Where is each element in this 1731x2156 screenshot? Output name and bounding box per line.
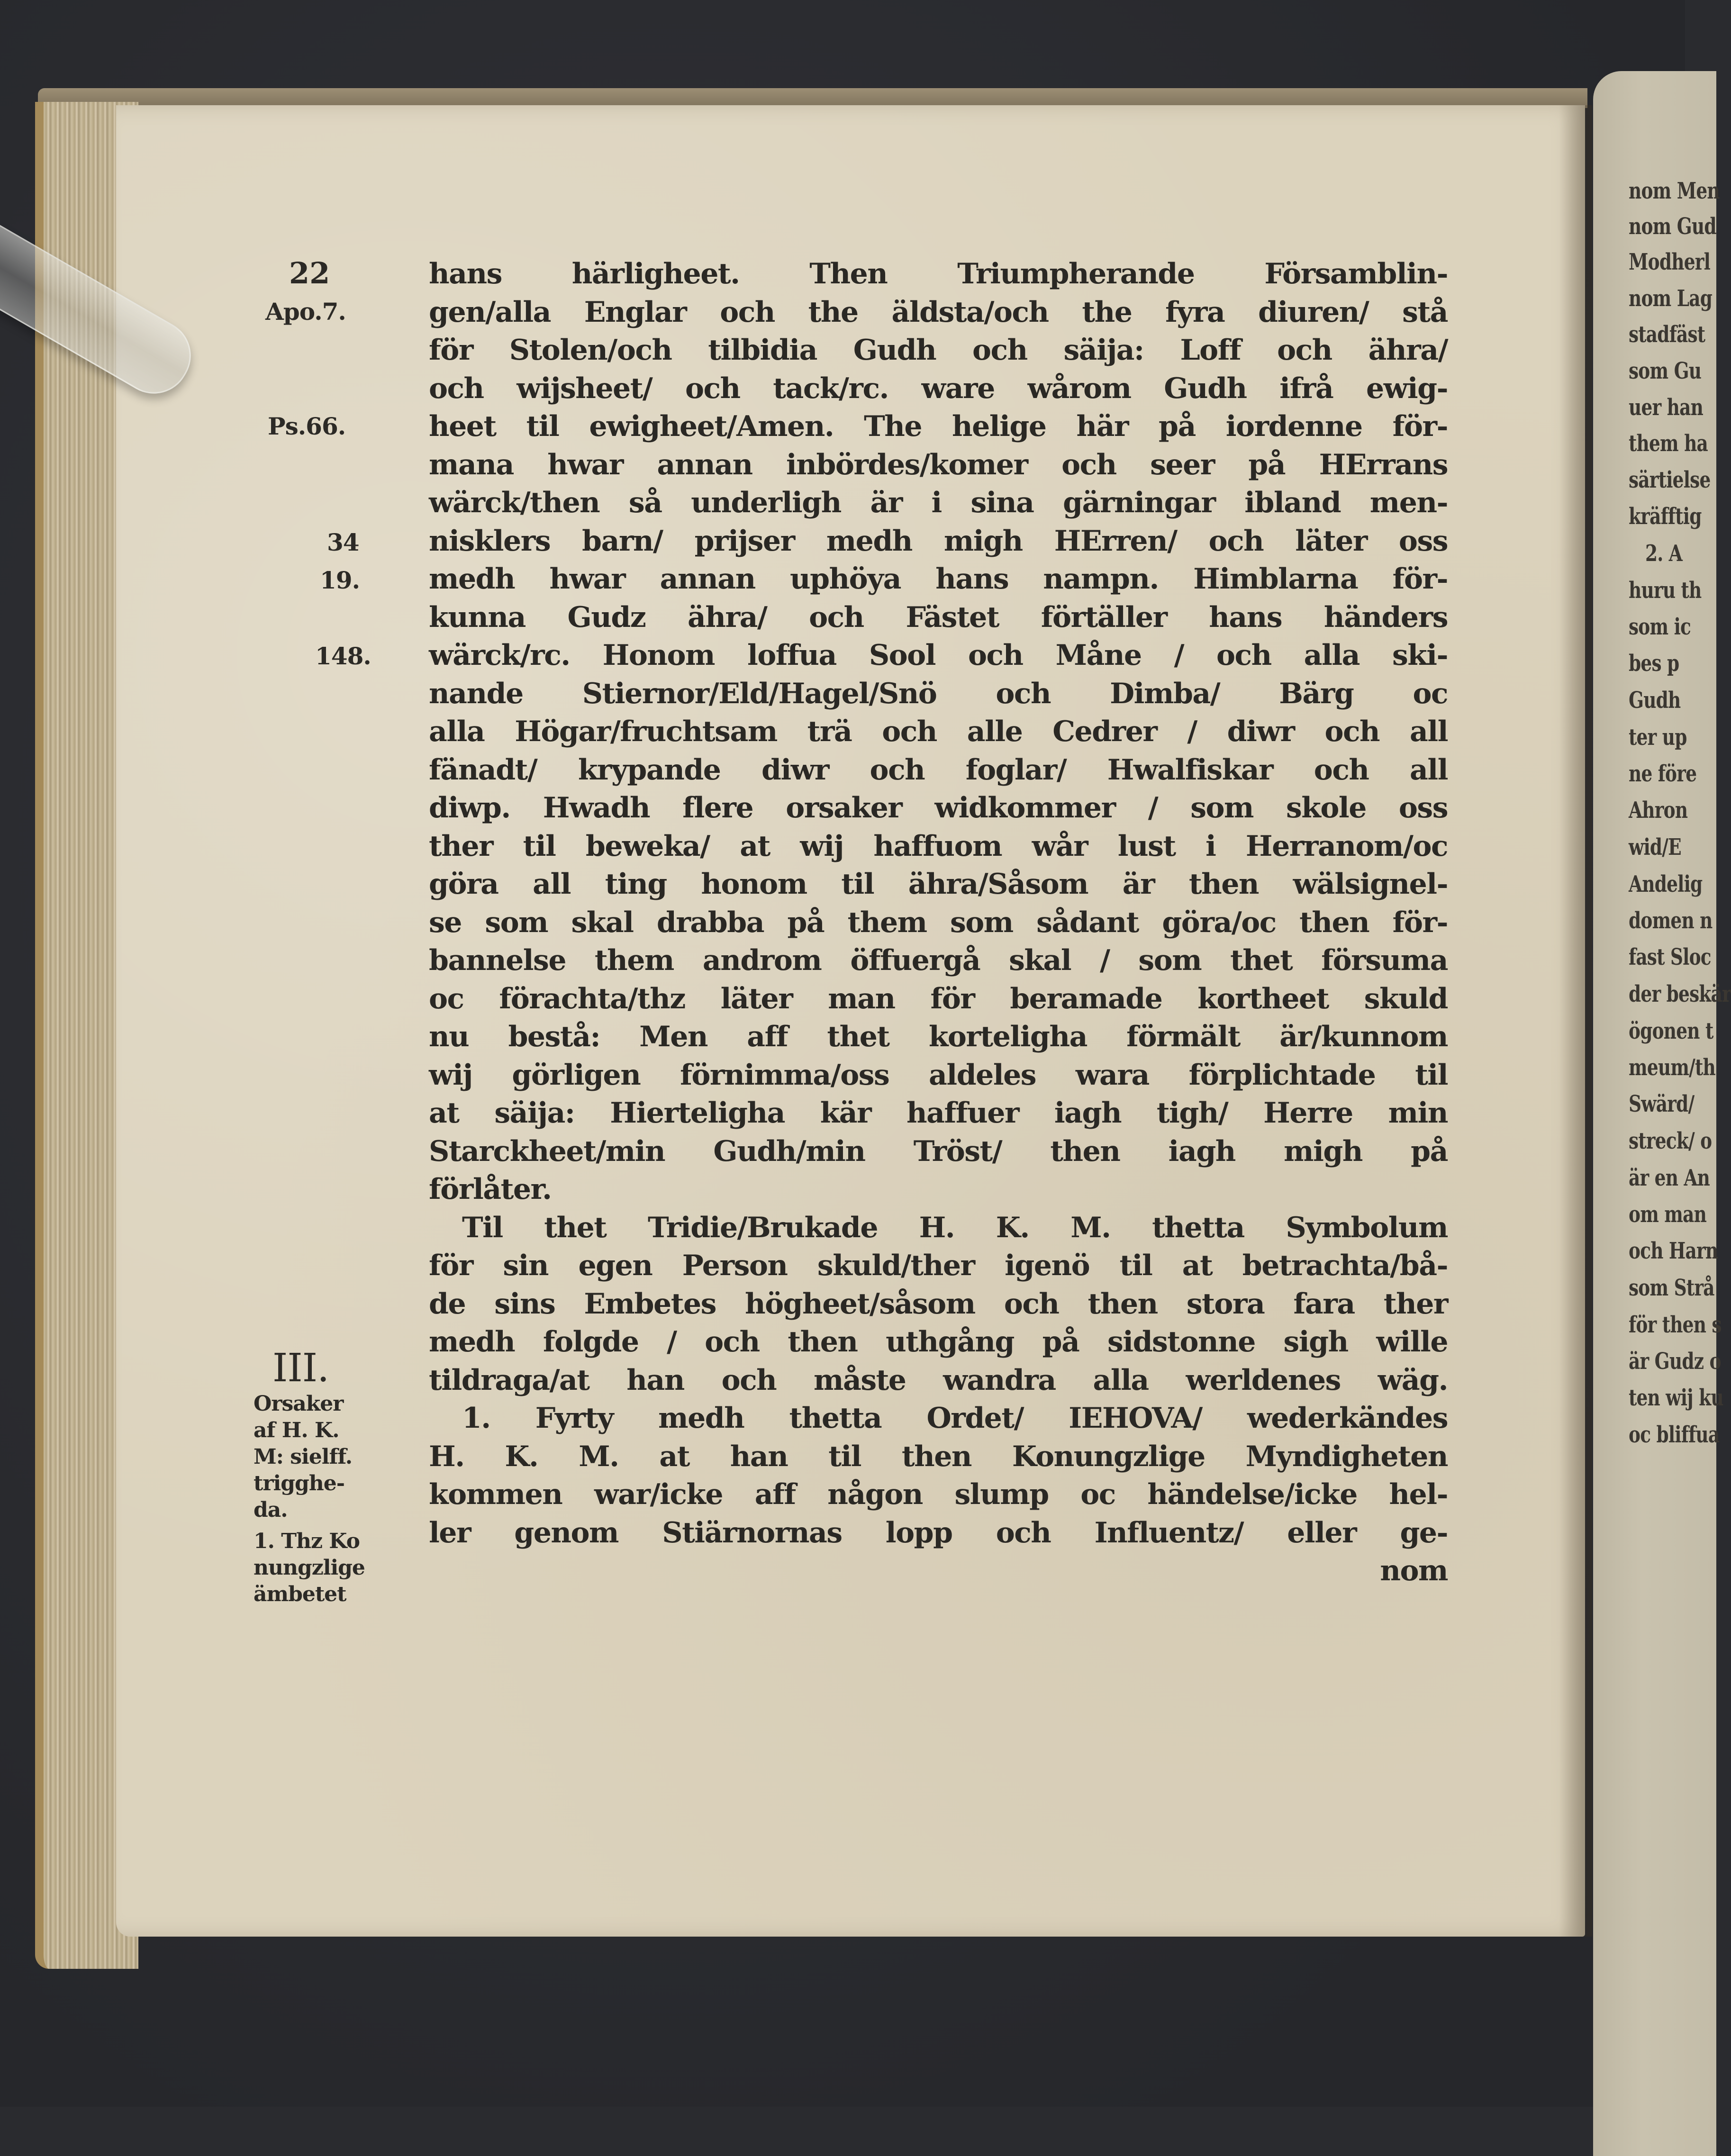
text-line: wärck/rc. Honom loffua Sool och Måne / och alla ski- [429,639,1448,672]
text-line: wij görligen förnimma/oss aldeles wara förplichtade til [429,1058,1448,1092]
text-line: mana hwar annan inbördes/komer och seer på HErrans [429,448,1448,481]
right-page-fragment [1593,71,1731,2156]
text-line: för sin egen Person skuld/ther igenö til at betrachta/bå- [429,1249,1448,1282]
text-line: der beskär [1629,981,1731,1007]
margin-note-orsaker [254,1391,352,1523]
margin-note-section-roman: III. [272,1346,329,1391]
text-line: hans härligheet. Then Triumpherande Församblin- [429,257,1448,290]
text-line: ne före [1629,761,1697,787]
text-line: uer han [1629,394,1704,421]
text-line: Swärd/ [1629,1091,1695,1117]
text-line: wid/E [1629,834,1681,861]
text-line: nisklers barn/ prijser medh migh HErren/ och läter oss [429,524,1448,558]
text-line: som Strå [1629,1275,1714,1301]
margin-note-konungzlige [254,1528,365,1608]
text-line: oc förachta/thz läter man för beramade kortheet skuld [429,982,1448,1015]
margin-note-line: M: sielff. [254,1445,353,1469]
margin-note-line: da. [254,1498,288,1522]
text-line: stadfäst [1629,321,1705,348]
text-line: huru th [1629,577,1702,604]
text-line: särtielse [1629,467,1711,493]
text-line: Starckheet/min Gudh/min Tröst/ then iagh migh på [429,1134,1448,1168]
text-line: heet til ewigheet/Amen. The helige här på iordenne för- [429,410,1448,443]
text-line: för then s [1629,1312,1722,1338]
text-line: kommen war/icke aff någon slump oc händelse/icke hel- [429,1478,1448,1511]
gutter-shadow [1559,105,1592,1937]
text-line: them ha [1629,430,1708,457]
margin-note-line: nungzlige [254,1556,365,1580]
text-line: Ahron [1629,797,1688,824]
text-line: är Gudz o [1629,1348,1721,1375]
text-line: göra all ting honom til ähra/Såsom är then wälsignel- [429,868,1448,901]
text-line: och Harn [1629,1238,1718,1264]
margin-note-19: 19. [320,566,360,594]
text-line: tildraga/at han och måste wandra alla werldenes wäg. [429,1363,1448,1397]
text-line: 2. A [1645,540,1683,567]
text-line: domen n [1629,907,1713,934]
text-line: om man [1629,1201,1707,1228]
margin-note-apo: Apo.7. [265,298,346,326]
text-line: förlåter. [429,1173,552,1206]
text-line: H. K. M. at han til then Konungzlige Myndigheten [429,1440,1448,1473]
text-line: at säija: Hierteligha kär haffuer iagh tigh/ Herre min [429,1096,1448,1130]
text-line: nom Men [1629,178,1720,204]
text-line: streck/ o [1629,1128,1712,1154]
text-line: för Stolen/och tilbidia Gudh och säija: Loff och ähra/ [429,334,1448,367]
text-line: alla Högar/fruchtsam trä och alle Cedrer / diwr och all [429,715,1448,748]
text-line: de sins Embetes högheet/såsom och then stora fara ther [429,1287,1448,1321]
text-line: ögonen t [1629,1018,1713,1044]
catchword: nom [1380,1554,1448,1587]
margin-note-line: trigghe- [254,1471,344,1495]
margin-note-line: ämbetet [254,1582,346,1606]
text-line: medh folgde / och then uthgång på sidstonne sigh wille [429,1325,1448,1359]
text-line: medh hwar annan uphöya hans nampn. Himblarna för- [429,562,1448,596]
text-line: nom Gud [1629,213,1716,240]
text-line: kräfftig [1629,503,1702,530]
text-line: ter up [1629,724,1687,751]
text-line: oc bliffua [1629,1422,1720,1448]
text-line: diwp. Hwadh flere orsaker widkommer / som skole oss [429,791,1448,824]
margin-note-line: af H. K. [254,1418,339,1442]
text-line: Gudh [1629,687,1681,714]
section-heading-line: Til thet Tridie/Brukade H. K. M. thetta Symbolum [462,1211,1448,1244]
text-line: 1. Fyrty medh thetta Ordet/ IEHOVA/ wederkändes [462,1402,1448,1435]
text-line: bes p [1629,650,1679,677]
text-line: nu bestå: Men aff thet korteligha förmält är/kunnom [429,1020,1448,1053]
text-line: som ic [1629,614,1691,640]
text-line: ler genom Stiärnornas lopp och Influentz/ eller ge- [429,1516,1448,1549]
page-number: 22 [289,256,330,290]
text-line: Andelig [1629,871,1703,897]
text-line: wärck/then så underligh är i sina gärningar ibland men- [429,486,1448,519]
text-line: och wijsheet/ och tack/rc. ware wårom Gudh ifrå ewig- [429,371,1448,405]
text-line: nande Stiernor/Eld/Hagel/Snö och Dimba/ Bärg oc [429,677,1448,710]
text-line: Modherl [1629,249,1711,275]
text-line: gen/alla Englar och the äldsta/och the fyra diuren/ stå [429,295,1448,329]
text-line: fast Sloc [1629,944,1711,970]
main-text-block [429,255,1448,1590]
text-line: ten wij ku [1629,1385,1723,1411]
text-line: fänadt/ krypande diwr och foglar/ Hwalfiskar och all [429,753,1448,787]
margin-note-line: 1. Thz Ko [254,1529,360,1553]
text-line: nom Lag [1629,285,1713,312]
text-line: bannelse them androm öffuergå skal / som thet försuma [429,944,1448,977]
margin-note-34: 34 [327,528,359,556]
text-line: meum/th [1629,1054,1716,1081]
text-line: kunna Gudz ähra/ och Fästet förtäller hans händers [429,600,1448,634]
margin-note-line: Orsaker [254,1392,344,1416]
text-line: är en An [1629,1165,1710,1191]
text-line: se som skal drabba på them som sådant göra/oc then för- [429,906,1448,939]
margin-note-148: 148. [315,642,371,670]
margin-note-ps: Ps.66. [268,412,346,440]
text-line: som Gu [1629,358,1702,384]
text-line: ther til beweka/ at wij haffuom wår lust i Herranom/oc [429,829,1448,863]
